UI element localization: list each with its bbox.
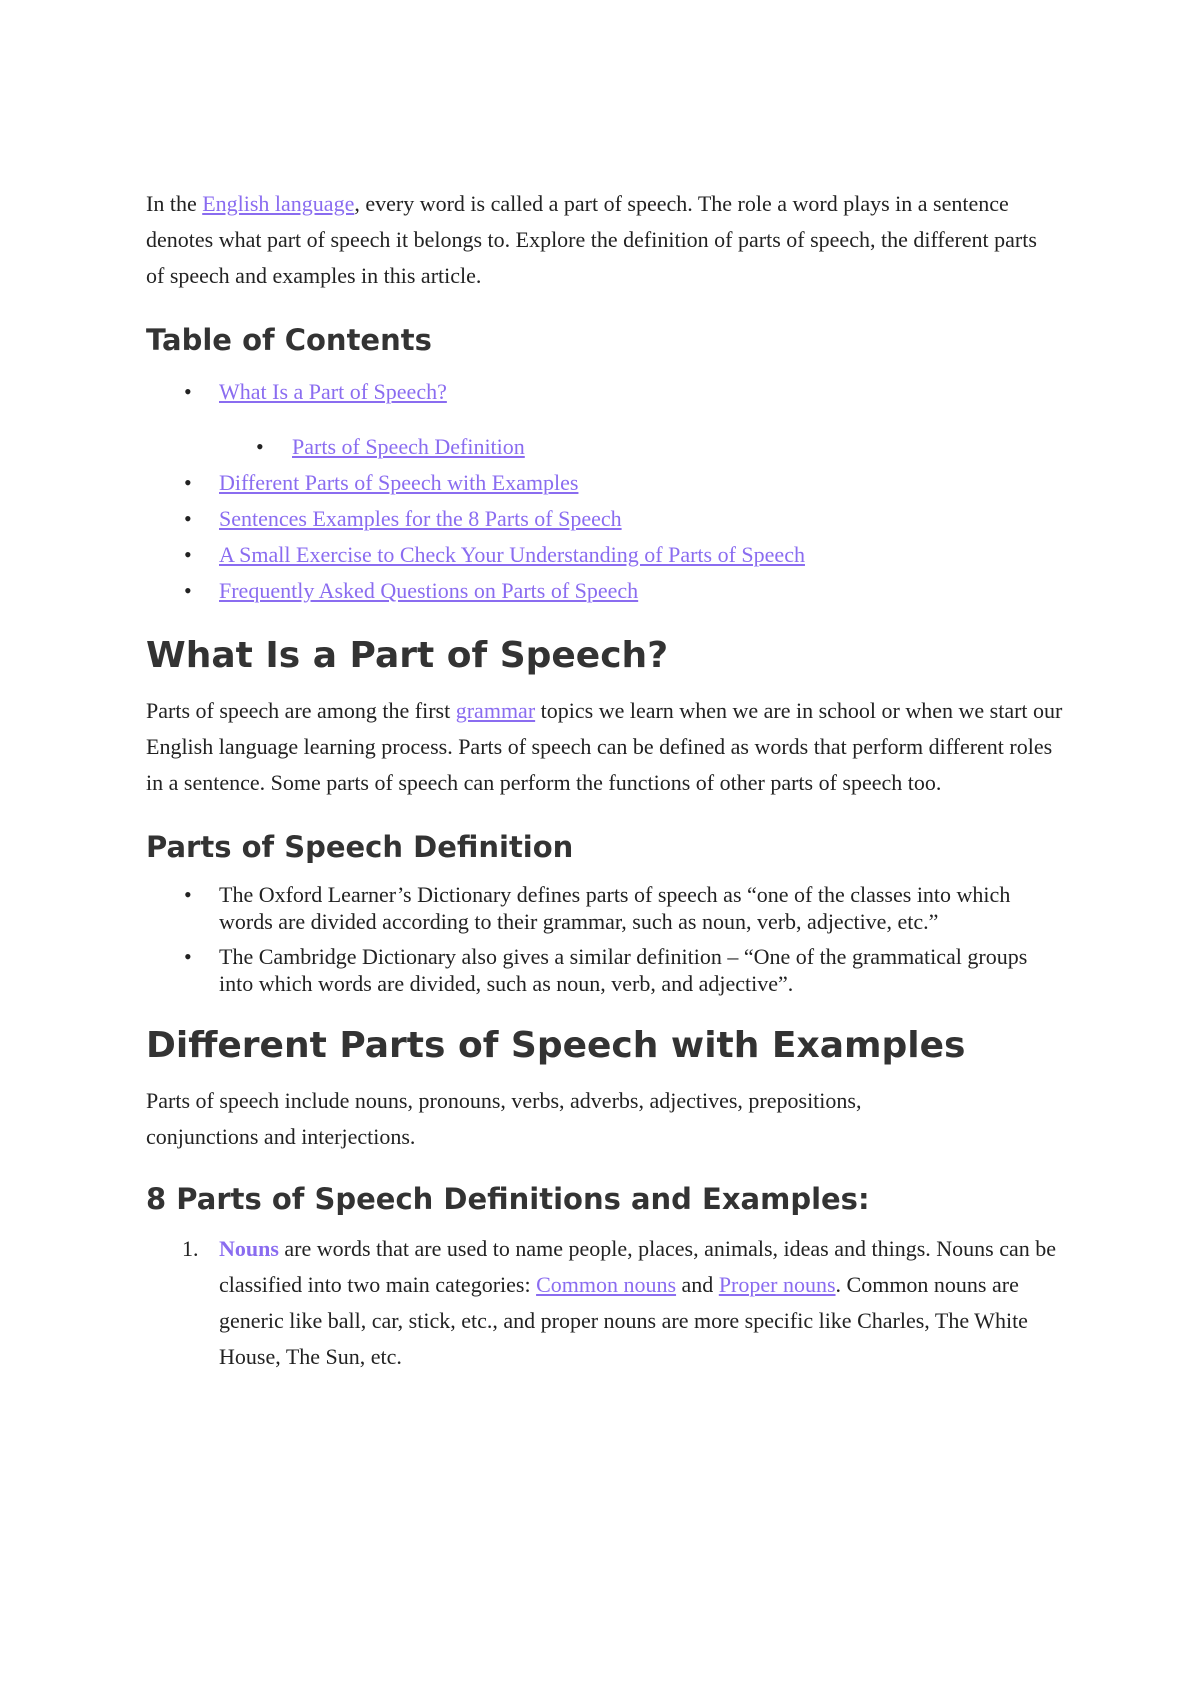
paragraph-text-end: topics we learn when we are in school or when we start our English language learning process. Parts of speech can be defined as words that perform different roles in a sentence. Some parts of speech can perform the functions of other parts of speech too. xyxy=(146,698,1063,795)
toc-item xyxy=(146,501,1066,537)
nouns-text: . Common nouns are generic like ball, car, stick, etc., and proper nouns are more specific like Charles, The White House, The Sun, etc. xyxy=(219,1272,1028,1369)
definition-item xyxy=(146,943,1066,997)
intro-text-start: In the xyxy=(146,191,203,216)
toc-link-what-is[interactable]: What Is a Part of Speech? xyxy=(219,379,447,404)
toc-item xyxy=(146,465,1066,501)
nouns-text: and xyxy=(676,1272,719,1297)
toc-link-definition[interactable]: Parts of Speech Definition xyxy=(292,434,525,459)
bullet-icon: • xyxy=(184,506,192,531)
bullet-icon: • xyxy=(184,944,192,969)
toc-list xyxy=(146,374,1066,609)
toc-link-exercise[interactable]: A Small Exercise to Check Your Understanding of Parts of Speech xyxy=(219,542,805,567)
toc-subitem xyxy=(146,429,1066,465)
intro-paragraph xyxy=(146,186,1046,294)
toc-heading: Table of Contents xyxy=(146,323,432,357)
common-nouns-link[interactable]: Common nouns xyxy=(536,1272,677,1297)
definition-text: The Oxford Learner’s Dictionary defines parts of speech as “one of the classes into which words are divided according to their grammar, such as noun, verb, adjective, etc.” xyxy=(219,882,1011,934)
definition-list xyxy=(146,881,1066,997)
section-eight-parts-heading: 8 Parts of Speech Definitions and Examples: xyxy=(146,1182,870,1216)
nouns-text: are words that are used to name people, places, animals, ideas and things. Nouns can be classified into two main categories: xyxy=(219,1236,1057,1297)
eight-parts-list xyxy=(146,1231,1066,1375)
bullet-icon: • xyxy=(256,434,264,459)
bullet-icon: • xyxy=(184,882,192,907)
intro-text-end: , every word is called a part of speech. The role a word plays in a sentence denotes what part of speech it belongs to. Explore the definition of parts of speech, the different parts of speech and examples in this article. xyxy=(146,191,1037,288)
nouns-link[interactable]: Nouns xyxy=(219,1236,279,1261)
bullet-icon: • xyxy=(184,379,192,404)
toc-item xyxy=(146,537,1066,573)
document-page xyxy=(146,186,1066,1375)
bullet-icon: • xyxy=(184,578,192,603)
section-what-is-paragraph xyxy=(146,693,1066,801)
paragraph-text-start: Parts of speech are among the first xyxy=(146,698,456,723)
english-language-link[interactable]: English language xyxy=(202,191,355,216)
toc-link-sentence-examples[interactable]: Sentences Examples for the 8 Parts of Speech xyxy=(219,506,622,531)
definition-item xyxy=(146,881,1066,935)
section-definition-heading: Parts of Speech Definition xyxy=(146,830,574,864)
toc-link-different-parts[interactable]: Different Parts of Speech with Examples xyxy=(219,470,579,495)
section-what-is-heading: What Is a Part of Speech? xyxy=(146,635,669,676)
definition-text: The Cambridge Dictionary also gives a similar definition – “One of the grammatical groups into which words are divided, such as noun, verb, and adjective”. xyxy=(219,944,1028,996)
toc-item xyxy=(146,573,1066,609)
section-different-parts-paragraph: Parts of speech include nouns, pronouns, verbs, adverbs, adjectives, prepositions, conjunctions and interjections. xyxy=(146,1088,862,1149)
bullet-icon: • xyxy=(184,470,192,495)
section-different-parts-heading: Different Parts of Speech with Examples xyxy=(146,1025,966,1066)
list-number: 1. xyxy=(182,1236,199,1261)
list-item-nouns xyxy=(146,1231,1066,1375)
proper-nouns-link[interactable]: Proper nouns xyxy=(718,1272,836,1297)
toc-item xyxy=(146,374,1066,410)
grammar-link[interactable]: grammar xyxy=(455,698,536,723)
toc-link-faq[interactable]: Frequently Asked Questions on Parts of Speech xyxy=(219,578,639,603)
bullet-icon: • xyxy=(184,542,192,567)
